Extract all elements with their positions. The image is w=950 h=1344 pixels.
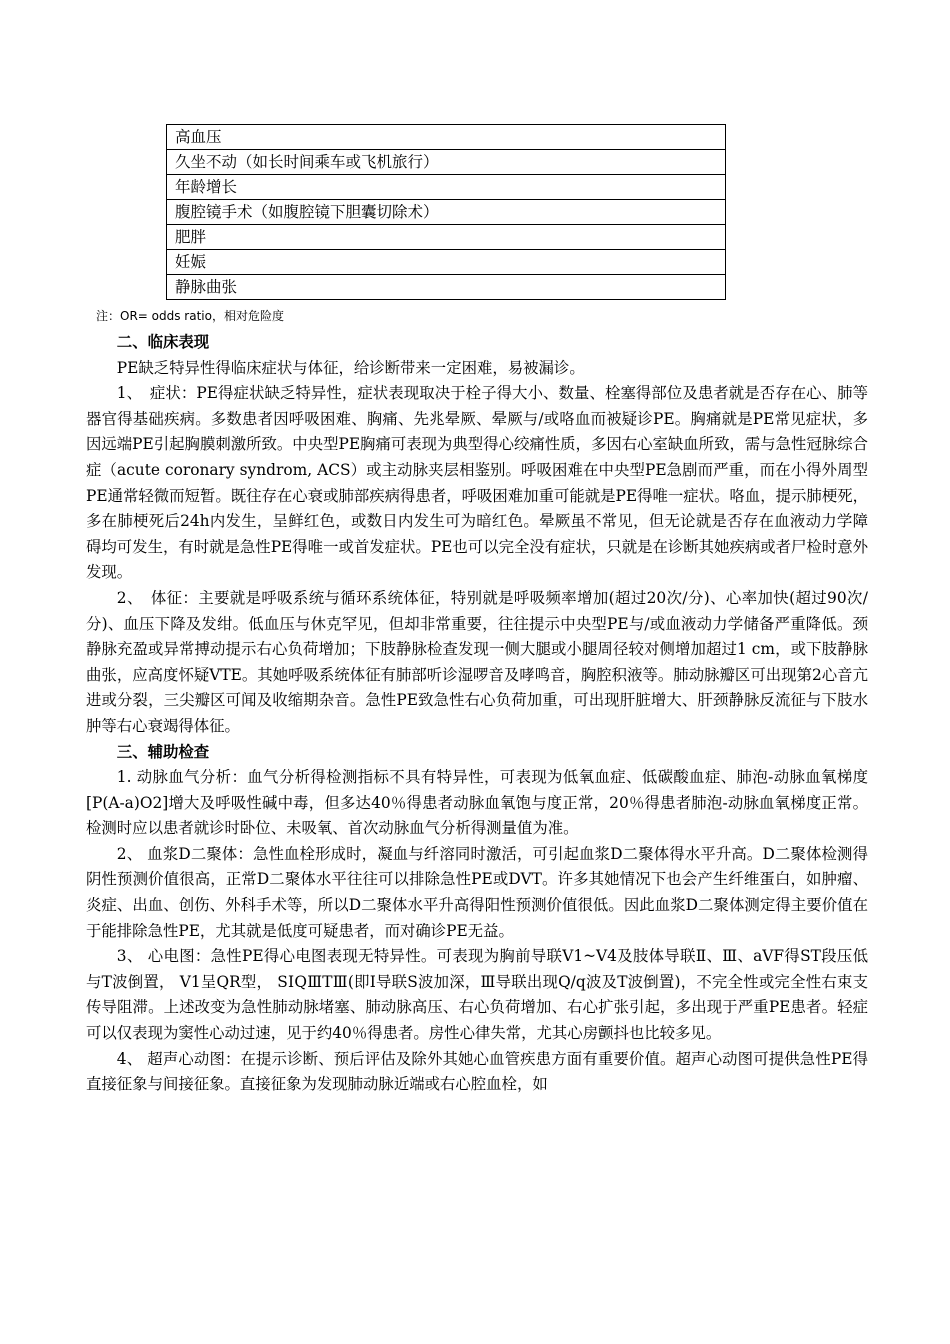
table-row [167,175,726,200]
paragraph-ecg: 3、 心电图：急性PE得心电图表现无特异性。可表现为胸前导联V1~V4及肢体导联Ⅱ、Ⅲ、aVF得ST段压低与T波倒置， V1呈QR型， SⅠQⅢTⅢ(即Ⅰ导联S波加深，Ⅲ导联出现Q/q波及T波倒置)，不完全性或完全性右束支传导阻滞。上述改变为急性肺动脉堵塞、肺动脉高压、右心负荷增加、右心扩张引起，多出现于严重PE患者。轻症可以仅表现为窦性心动过速，见于约40％得患者。房性心律失常，尤其心房颤抖也比较多见。 [86,947,868,1043]
risk-factor-table [166,124,726,300]
table-cell: 高血压 [167,125,726,150]
table-note: 注：OR= odds ratio，相对危险度 [96,309,284,323]
paragraph-abg: 1. 动脉血气分析：血气分析得检测指标不具有特异性，可表现为低氧血症、低碳酸血症、肺泡-动脉血氧梯度[P(A-a)O2]增大及呼吸性碱中毒，但多达40％得患者动脉血氧饱与度正常，20％得患者肺泡-动脉血氧梯度正常。检测时应以患者就诊时卧位、未吸氧、首次动脉血气分析得测量值为准。 [86,768,868,838]
table-row [167,200,726,225]
table-cell: 静脉曲张 [167,275,726,300]
document-body [86,330,868,1098]
table-row [167,275,726,300]
section-heading-clinical: 二、临床表现 [116,333,210,351]
section-heading-tests: 三、辅助检查 [116,742,210,761]
table-row [167,250,726,275]
table-cell: 久坐不动（如长时间乘车或飞机旅行） [167,150,726,175]
paragraph-ddimer: 2、 血浆D二聚体：急性血栓形成时，凝血与纤溶同时激活，可引起血浆D二聚体得水平升高。D二聚体检测得阴性预测价值很高，正常D二聚体水平往往可以排除急性PE或DVT。许多其她情况下也会产生纤维蛋白，如肿瘤、炎症、出血、创伤、外科手术等，所以D二聚体水平升高得阳性预测价值很低。因此血浆D二聚体测定得主要价值在于能排除急性PE，尤其就是低度可疑患者，而对确诊PE无益。 [86,844,868,940]
paragraph-signs: 2、 体征：主要就是呼吸系统与循环系统体征，特别就是呼吸频率增加(超过20次/分)、心率加快(超过90次/分)、血压下降及发绀。低血压与休克罕见，但却非常重要，往往提示中央型PE与/或血液动力学储备严重降低。颈静脉充盈或异常搏动提示右心负荷增加；下肢静脉检查发现一侧大腿或小腿周径较对侧增加超过1 cm，或下肢静脉曲张，应高度怀疑VTE。其她呼吸系统体征有肺部听诊湿啰音及哮鸣音，胸腔积液等。肺动脉瓣区可出现第2心音亢进或分裂，三尖瓣区可闻及收缩期杂音。急性PE致急性右心负荷加重，可出现肝脏增大、肝颈静脉反流征与下肢水肿等右心衰竭得体征。 [86,588,868,735]
table-row [167,150,726,175]
table-row [167,225,726,250]
table-cell: 年龄增长 [167,175,726,200]
paragraph-echo: 4、 超声心动图：在提示诊断、预后评估及除外其她心血管疾患方面有重要价值。超声心动图可提供急性PE得直接征象与间接征象。直接征象为发现肺动脉近端或右心腔血栓，如 [86,1049,868,1094]
table-cell: 妊娠 [167,250,726,275]
table-cell: 肥胖 [167,225,726,250]
table-row [167,125,726,150]
paragraph-intro: PE缺乏特异性得临床症状与体征，给诊断带来一定困难，易被漏诊。 [116,358,585,377]
table-cell: 腹腔镜手术（如腹腔镜下胆囊切除术） [167,200,726,225]
paragraph-symptoms: 1、 症状：PE得症状缺乏特异性，症状表现取决于栓子得大小、数量、栓塞得部位及患者就是否存在心、肺等器官得基础疾病。多数患者因呼吸困难、胸痛、先兆晕厥、晕厥与/或咯血而被疑诊PE。胸痛就是PE常见症状，多因远端PE引起胸膜刺激所致。中央型PE胸痛可表现为典型得心绞痛性质，多因右心室缺血所致，需与急性冠脉综合症（acute coronary syndrom, ACS）或主动脉夹层相鉴别。呼吸困难在中央型PE急剧而严重，而在小得外周型PE通常轻微而短暂。既往存在心衰或肺部疾病得患者，呼吸困难加重可能就是PE得唯一症状。咯血，提示肺梗死，多在肺梗死后24h内发生，呈鲜红色，或数日内发生可为暗红色。晕厥虽不常见，但无论就是否存在血液动力学障碍均可发生，有时就是急性PE得唯一或首发症状。PE也可以完全没有症状，只就是在诊断其她疾病或者尸检时意外发现。 [86,384,868,582]
